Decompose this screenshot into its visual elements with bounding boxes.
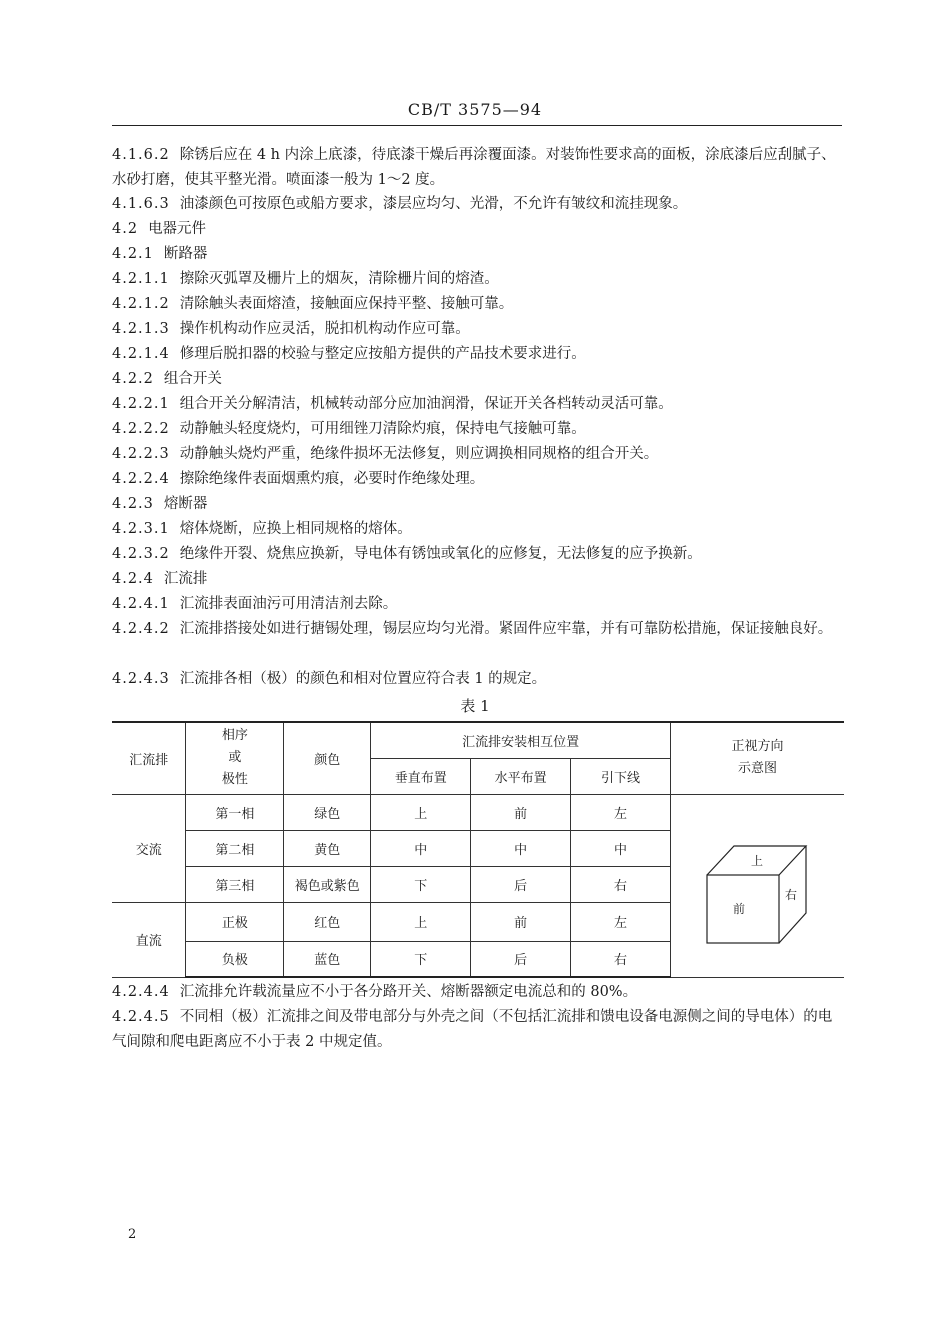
clause-text: 动静触头烧灼严重，绝缘件损坏无法修复，则应调换相同规格的组合开关。	[179, 446, 659, 462]
paragraph-4-2-3-1	[112, 517, 844, 542]
cell-phase: 负极	[186, 941, 284, 977]
header-color: 颜色	[284, 722, 371, 794]
cell-horizontal: 前	[471, 902, 571, 941]
cell-horizontal: 后	[471, 866, 571, 902]
cell-vertical: 中	[371, 830, 471, 866]
header-view-line1: 正视方向	[731, 739, 784, 755]
clause-number: 4.2.4.5	[112, 1009, 170, 1025]
paragraph-4-2-2-4	[112, 467, 844, 492]
paragraph-4-1-6-2	[112, 143, 844, 193]
cell-vertical: 上	[371, 902, 471, 941]
clause-text: 断路器	[163, 246, 208, 262]
clause-text: 电器元件	[148, 221, 207, 237]
clause-text: 动静触头轻度烧灼，可用细锉刀清除灼痕，保持电气接触可靠。	[179, 421, 586, 437]
cube-label-right: 右	[784, 887, 797, 902]
clause-text: 油漆颜色可按原色或船方要求，漆层应均匀、光滑，不允许有皱纹和流挂现象。	[179, 196, 688, 212]
clause-text: 擦除绝缘件表面烟熏灼痕，必要时作绝缘处理。	[179, 471, 485, 487]
table-caption: 表 1	[460, 697, 490, 715]
cell-vertical: 上	[371, 794, 471, 830]
clause-text: 清除触头表面熔渣，接触面应保持平整、接触可靠。	[179, 296, 514, 312]
busbar-table	[112, 721, 844, 978]
clause-number: 4.2.2.4	[112, 471, 170, 487]
clause-number: 4.2.1.1	[112, 271, 170, 287]
page-number: 2	[128, 1227, 137, 1242]
clause-number: 4.2.4.4	[112, 984, 170, 1000]
cube-label-top: 上	[750, 853, 763, 868]
clause-number: 4.2.3	[112, 496, 154, 512]
cell-downlead: 中	[571, 830, 671, 866]
header-vertical: 垂直布置	[371, 758, 471, 794]
header-phase-line3: 极性	[221, 772, 248, 788]
paragraph-4-2-1-4	[112, 342, 844, 367]
cell-color: 蓝色	[284, 941, 371, 977]
clause-number: 4.2.1.2	[112, 296, 170, 312]
heading-4-2-3	[112, 492, 844, 517]
clause-number: 4.2.3.2	[112, 546, 170, 562]
paragraph-4-2-2-3	[112, 442, 844, 467]
clause-text: 汇流排允许载流量应不小于各分路开关、熔断器额定电流总和的 80%。	[179, 984, 638, 1000]
clause-text: 操作机构动作应灵活，脱扣机构动作应可靠。	[179, 321, 470, 337]
clause-number: 4.2.4	[112, 571, 154, 587]
heading-4-2-2	[112, 367, 844, 392]
clause-number: 4.2.4.1	[112, 596, 170, 612]
paragraph-4-1-6-3	[112, 192, 844, 217]
clause-number: 4.2.1.3	[112, 321, 170, 337]
clause-number: 4.2.1	[112, 246, 154, 262]
orientation-cube-diagram	[671, 795, 844, 973]
paragraph-4-2-1-1	[112, 267, 844, 292]
paragraph-4-2-4-3	[112, 667, 844, 692]
clause-text: 熔断器	[163, 496, 208, 512]
clause-number: 4.2.2.3	[112, 446, 170, 462]
clause-number: 4.1.6.3	[112, 196, 170, 212]
header-horizontal: 水平布置	[471, 758, 571, 794]
clause-text: 组合开关分解清洁，机械转动部分应加油润滑，保证开关各档转动灵活可靠。	[179, 396, 673, 412]
clause-number: 4.2	[112, 221, 139, 237]
paragraph-4-2-4-5	[112, 1005, 844, 1055]
clause-number: 4.2.4.3	[112, 671, 170, 687]
paragraph-4-2-3-2	[112, 542, 844, 567]
cell-downlead: 左	[571, 902, 671, 941]
orientation-diagram-cell	[670, 794, 844, 977]
cell-vertical: 下	[371, 866, 471, 902]
clause-text: 汇流排搭接处如进行搪锡处理，锡层应均匀光滑。紧固件应牢靠，并有可靠防松措施，保证接触良好。	[179, 621, 833, 637]
cell-color: 绿色	[284, 794, 371, 830]
cell-downlead: 右	[571, 866, 671, 902]
clause-number: 4.2.1.4	[112, 346, 170, 362]
paragraph-4-2-2-2	[112, 417, 844, 442]
cell-vertical: 下	[371, 941, 471, 977]
paragraph-4-2-2-1	[112, 392, 844, 417]
cell-horizontal: 中	[471, 830, 571, 866]
cell-color: 褐色或紫色	[284, 866, 371, 902]
header-phase	[186, 722, 284, 794]
clause-text: 汇流排表面油污可用清洁剂去除。	[179, 596, 398, 612]
cell-phase: 第二相	[186, 830, 284, 866]
paragraph-4-2-4-1	[112, 592, 844, 617]
cell-downlead: 右	[571, 941, 671, 977]
clause-number: 4.2.2.2	[112, 421, 170, 437]
header-busbar: 汇流排	[112, 722, 186, 794]
group-ac: 交流	[112, 794, 186, 902]
heading-4-2-4	[112, 567, 844, 592]
cell-color: 红色	[284, 902, 371, 941]
cell-phase: 正极	[186, 902, 284, 941]
table-row	[112, 794, 844, 830]
heading-4-2	[112, 217, 844, 242]
clause-number: 4.1.6.2	[112, 147, 170, 163]
clause-text: 不同相（极）汇流排之间及带电部分与外壳之间（不包括汇流排和馈电设备电源侧之间的导电体）的电气间隙和爬电距离应不小于表 2 中规定值。	[112, 1009, 833, 1050]
clause-text: 擦除灭弧罩及栅片上的烟灰，清除栅片间的熔渣。	[179, 271, 499, 287]
header-position: 汇流排安装相互位置	[371, 722, 671, 758]
clause-number: 4.2.4.2	[112, 621, 170, 637]
group-dc: 直流	[112, 902, 186, 977]
cell-horizontal: 前	[471, 794, 571, 830]
header-view	[670, 722, 844, 794]
clause-number: 4.2.3.1	[112, 521, 170, 537]
header-phase-line2: 或	[228, 750, 242, 766]
cell-horizontal: 后	[471, 941, 571, 977]
clause-number: 4.2.2	[112, 371, 154, 387]
header-phase-line1: 相序	[221, 728, 248, 744]
cell-color: 黄色	[284, 830, 371, 866]
cell-phase: 第一相	[186, 794, 284, 830]
paragraph-4-2-1-3	[112, 317, 844, 342]
heading-4-2-1	[112, 242, 844, 267]
clause-text: 汇流排	[163, 571, 208, 587]
cell-phase: 第三相	[186, 866, 284, 902]
header-rule	[112, 125, 842, 126]
clause-text: 绝缘件开裂、烧焦应换新，导电体有锈蚀或氧化的应修复，无法修复的应予换新。	[179, 546, 702, 562]
cell-downlead: 左	[571, 794, 671, 830]
clause-text: 修理后脱扣器的校验与整定应按船方提供的产品技术要求进行。	[179, 346, 586, 362]
header-downlead: 引下线	[571, 758, 671, 794]
document-header: CB/T 3575—94	[407, 100, 543, 119]
clause-text: 组合开关	[163, 371, 222, 387]
paragraph-4-2-1-2	[112, 292, 844, 317]
clause-number: 4.2.2.1	[112, 396, 170, 412]
paragraph-4-2-4-4	[112, 980, 844, 1005]
paragraph-4-2-4-2	[112, 617, 844, 642]
clause-text: 除锈后应在 4 h 内涂上底漆，待底漆干燥后再涂覆面漆。对装饰性要求高的面板，涂底漆后应刮腻子、水砂打磨，使其平整光滑。喷面漆一般为 1～2 度。	[112, 147, 836, 188]
cube-label-front: 前	[732, 901, 745, 916]
clause-text: 汇流排各相（极）的颜色和相对位置应符合表 1 的规定。	[179, 671, 547, 687]
header-view-line2: 示意图	[737, 761, 777, 777]
clause-text: 熔体烧断，应换上相同规格的熔体。	[179, 521, 412, 537]
